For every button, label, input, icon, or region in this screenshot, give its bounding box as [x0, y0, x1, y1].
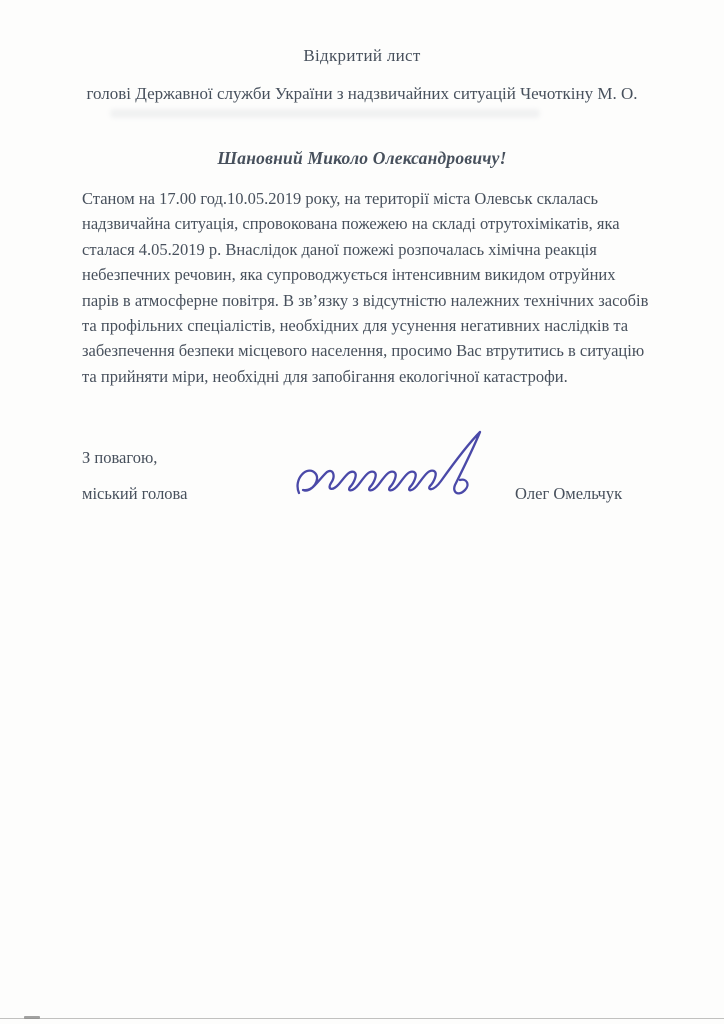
- body-line: парів в атмосферне повітря. В зв’язку з відсутністю належних технічних засобів: [82, 290, 649, 310]
- body-line: небезпечних речовин, яка супроводжується інтенсивним викидом отруйних: [82, 265, 616, 285]
- body-line: та профільних спеціалістів, необхідних для усунення негативних наслідків та: [82, 316, 629, 336]
- body-line: та прийняти міри, необхідні для запобігання екологічної катастрофи.: [82, 366, 568, 386]
- scan-bottom-edge-artifact: [0, 1018, 724, 1019]
- body-line: забезпечення безпеки місцевого населення, просимо Вас втрутитись в ситуацію: [82, 341, 645, 361]
- closing-signer-name: Олег Омельчук: [515, 484, 623, 503]
- handwritten-signature-icon: [283, 421, 498, 513]
- closing-position: міський голова: [82, 484, 188, 503]
- scan-bleedthrough-artifact: [110, 109, 540, 118]
- scan-speck-artifact: [24, 1016, 40, 1019]
- letter-title: Відкритий лист: [303, 46, 421, 65]
- closing-regards: З повагою,: [82, 448, 158, 467]
- letter-body: [82, 186, 682, 389]
- letter-addressee: голові Державної служби України з надзвичайних ситуацій Чечоткіну М. О.: [86, 84, 638, 103]
- body-line: надзвичайна ситуація, спровокована пожежею на складі отрутохімікатів, яка: [82, 214, 620, 234]
- letter-salutation: Шановний Миколо Олександровичу!: [217, 148, 507, 168]
- body-line: Станом на 17.00 год.10.05.2019 року, на території міста Олевськ склалась: [82, 189, 599, 208]
- body-line: сталася 4.05.2019 р. Внаслідок даної пожежі розпочалась хімічна реакція: [82, 239, 597, 259]
- signature-stroke: [298, 432, 480, 493]
